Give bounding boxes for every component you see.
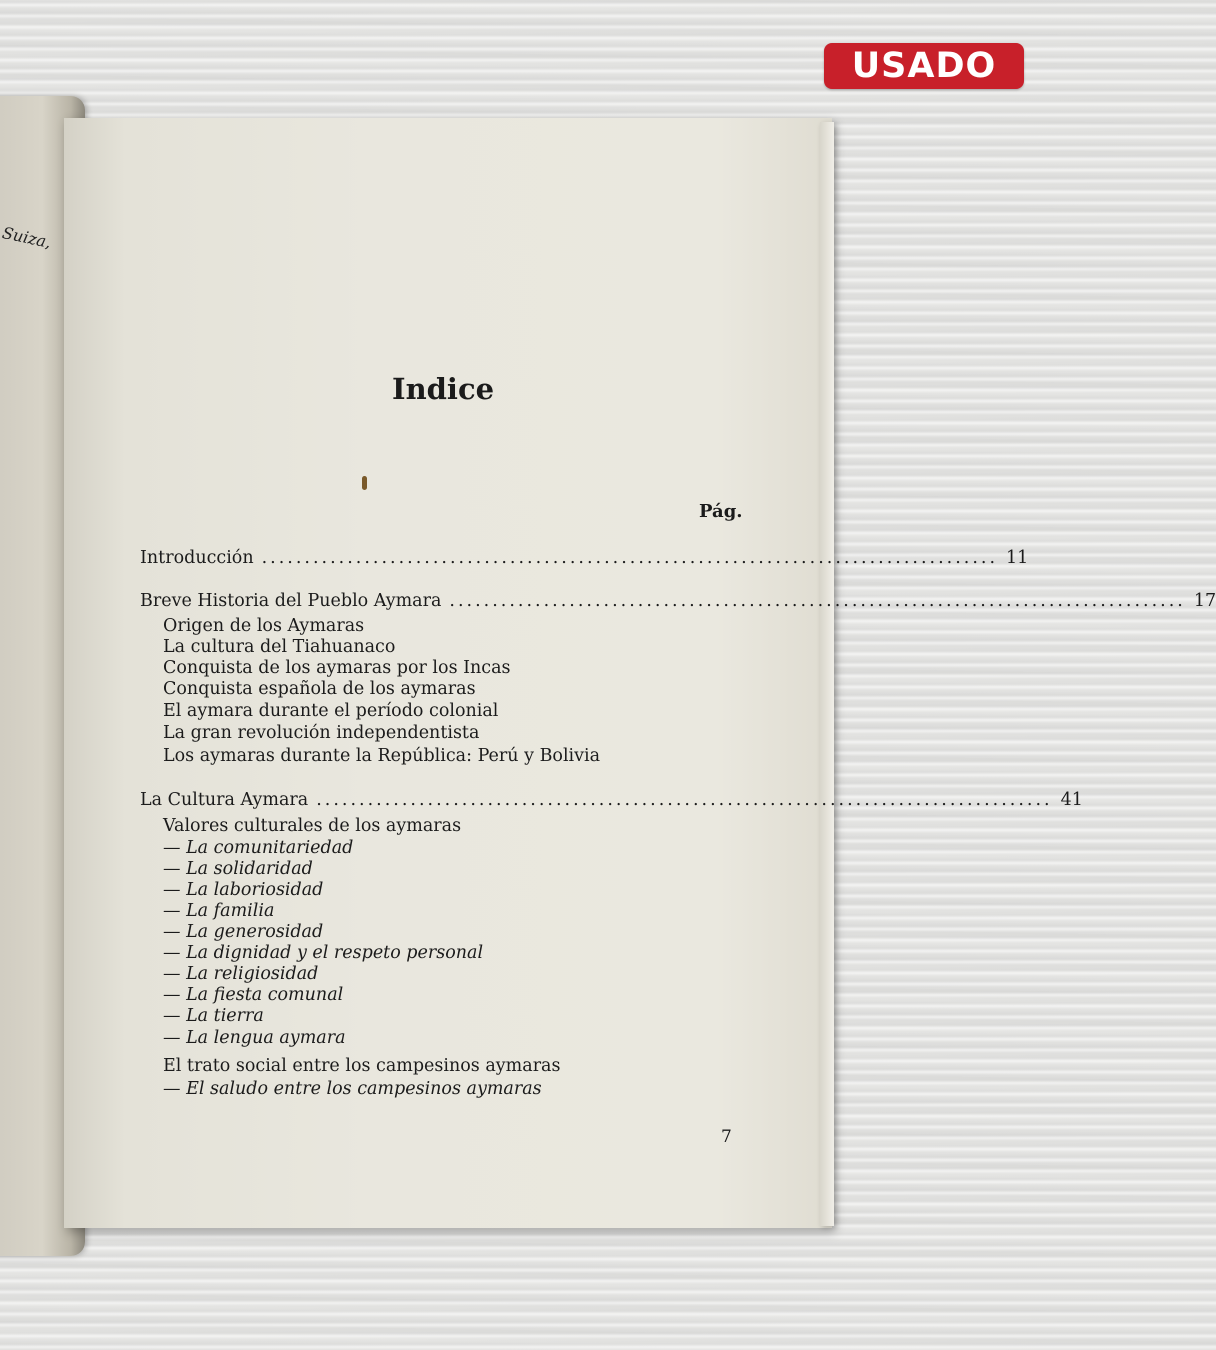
toc-subentry: Conquista de los aymaras por los Incas: [163, 658, 511, 678]
toc-value-item: — La comunitariedad: [163, 838, 354, 858]
toc-entry-page: 41: [1060, 790, 1083, 810]
toc-subentry: Los aymaras durante la República: Perú y Bolivia: [163, 746, 601, 766]
toc-entry-cultura: [140, 790, 1083, 810]
toc-subentry: Valores culturales de los aymaras: [163, 816, 462, 836]
leader-dots: ......................................................................................: [261, 548, 999, 568]
toc-value-item: — La dignidad y el respeto personal: [163, 943, 484, 963]
toc-entry-label: Introducción: [140, 548, 254, 568]
toc-entry-page: 11: [1006, 548, 1029, 568]
page-number: 7: [721, 1127, 732, 1147]
toc-entry-label: Breve Historia del Pueblo Aymara: [140, 591, 442, 611]
toc-subentry: El trato social entre los campesinos aymaras: [163, 1056, 561, 1076]
toc-value-item: — La generosidad: [163, 922, 324, 942]
toc-value-item: — La religiosidad: [163, 964, 319, 984]
toc-value-item: — La lengua aymara: [163, 1028, 346, 1048]
left-page-fragment: Suiza,: [0, 223, 53, 252]
usado-badge: USADO: [824, 43, 1024, 89]
toc-value-item: — La familia: [163, 901, 275, 921]
toc-subentry: Conquista española de los aymaras: [163, 679, 476, 699]
toc-entry-historia: [140, 591, 1216, 611]
toc-title: Indice: [392, 372, 495, 406]
leader-dots: ......................................................................................: [449, 591, 1186, 611]
toc-value-item: — La fiesta comunal: [163, 985, 344, 1005]
toc-entry-introduccion: [140, 548, 1029, 568]
toc-entry-label: La Cultura Aymara: [140, 790, 309, 810]
toc-value-item: — La tierra: [163, 1006, 264, 1026]
toc-entry-page: 17: [1193, 591, 1216, 611]
toc-value-item: — El saludo entre los campesinos aymaras: [163, 1079, 542, 1099]
toc-subentry: La gran revolución independentista: [163, 723, 480, 743]
toc-subentry: La cultura del Tiahuanaco: [163, 637, 396, 657]
leader-dots: ......................................................................................: [316, 790, 1053, 810]
toc-subentry: El aymara durante el período colonial: [163, 701, 499, 721]
toc-subentry: Origen de los Aymaras: [163, 616, 365, 636]
toc-value-item: — La solidaridad: [163, 859, 313, 879]
page-column-header: Pág.: [699, 501, 743, 522]
toc-value-item: — La laboriosidad: [163, 880, 324, 900]
